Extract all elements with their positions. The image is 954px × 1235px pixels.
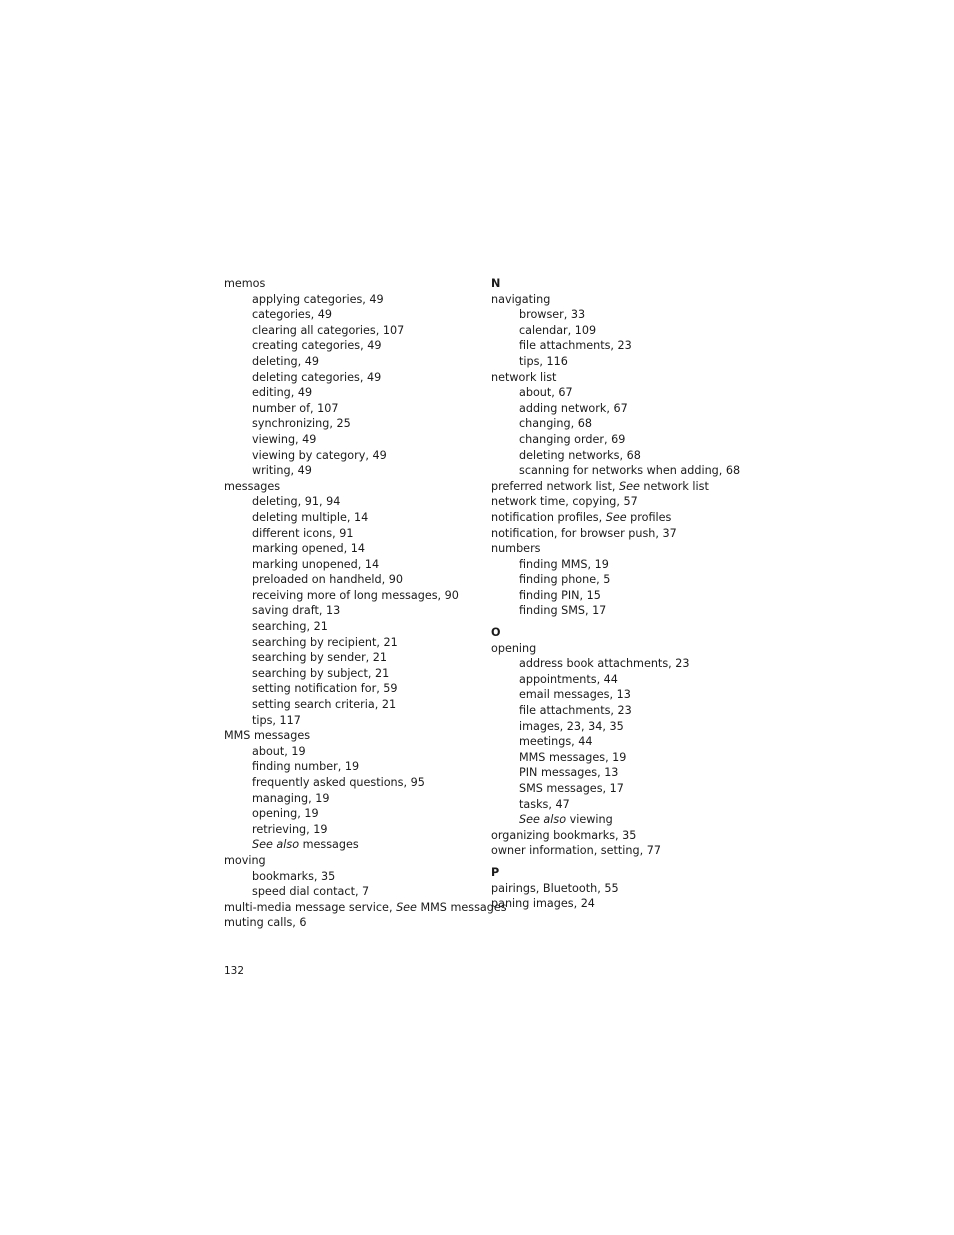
index-subentry: searching by sender, 21 xyxy=(252,651,388,665)
index-subentry: tips, 117 xyxy=(252,713,301,727)
index-section-letter: O xyxy=(491,626,501,640)
index-entry: muting calls, 6 xyxy=(224,916,307,930)
index-subentry: different icons, 91 xyxy=(252,526,354,540)
index-subentry: file attachments, 23 xyxy=(519,704,632,718)
index-subentry: searching by subject, 21 xyxy=(252,666,390,680)
index-subentry: adding network, 67 xyxy=(519,401,628,415)
cross-reference-target: profiles xyxy=(626,510,672,524)
index-subentry: receiving more of long messages, 90 xyxy=(252,588,459,602)
index-entry xyxy=(491,479,731,495)
index-entry: owner information, setting, 77 xyxy=(491,844,661,858)
index-subentry: email messages, 13 xyxy=(519,688,631,702)
index-subentry: SMS messages, 17 xyxy=(519,782,624,795)
cross-reference-label: See xyxy=(396,900,417,914)
index-subentry: finding phone, 5 xyxy=(519,573,611,587)
index-subentry: deleting multiple, 14 xyxy=(252,510,369,524)
index-subentry: speed dial contact, 7 xyxy=(252,885,370,899)
cross-reference-label: See xyxy=(619,479,640,493)
index-subentry: managing, 19 xyxy=(252,791,330,805)
index-subentry: saving draft, 13 xyxy=(252,604,341,618)
index-subentry: preloaded on handheld, 90 xyxy=(252,573,403,587)
index-entry: numbers xyxy=(491,542,541,556)
index-subentry: marking opened, 14 xyxy=(252,542,365,556)
index-subentry: creating categories, 49 xyxy=(252,339,382,353)
index-subentry: finding number, 19 xyxy=(252,760,360,774)
index-subentry: viewing by category, 49 xyxy=(252,448,387,462)
index-column-left xyxy=(224,276,507,931)
index-subentry: setting notification for, 59 xyxy=(252,682,398,696)
index-subentry: about, 67 xyxy=(519,386,573,400)
index-subentry: viewing, 49 xyxy=(252,432,317,446)
index-subentry: retrieving, 19 xyxy=(252,822,328,836)
cross-reference-target: viewing xyxy=(566,813,613,827)
index-subentry: applying categories, 49 xyxy=(252,292,384,306)
index-subentry: PIN messages, 13 xyxy=(519,766,619,780)
index-entry xyxy=(491,510,731,526)
index-subentry: finding SMS, 17 xyxy=(519,604,607,618)
index-entry: paning images, 24 xyxy=(491,897,595,911)
index-entry: notification, for browser push, 37 xyxy=(491,526,677,540)
index-subentry: deleting, 49 xyxy=(252,354,320,368)
index-entry: opening xyxy=(491,641,537,655)
index-subentry: setting search criteria, 21 xyxy=(252,698,397,712)
index-subentry: images, 23, 34, 35 xyxy=(519,719,624,733)
index-subentry: tips, 116 xyxy=(519,354,568,368)
cross-reference-label: See also xyxy=(252,838,300,852)
index-subentry: searching, 21 xyxy=(252,620,328,634)
index-entry xyxy=(224,900,507,916)
cross-reference-target: network list xyxy=(639,479,709,493)
index-entry: navigating xyxy=(491,292,551,306)
index-entry: network time, copying, 57 xyxy=(491,495,638,509)
index-subentry: deleting networks, 68 xyxy=(519,448,641,462)
index-subentry: number of, 107 xyxy=(252,401,339,415)
cross-reference-target: messages xyxy=(299,838,359,852)
index-subentry: opening, 19 xyxy=(252,807,319,821)
index-entry: MMS messages xyxy=(224,729,311,743)
index-subentry: MMS messages, 19 xyxy=(519,750,627,764)
index-section-letter: N xyxy=(491,277,501,290)
index-subentry: writing, 49 xyxy=(252,464,312,478)
index-subentry: calendar, 109 xyxy=(519,323,597,337)
entry-text: notification profiles, xyxy=(491,510,606,524)
index-subentry: deleting, 91, 94 xyxy=(252,495,341,509)
index-subentry xyxy=(491,812,731,828)
entry-text: preferred network list, xyxy=(491,479,619,493)
entry-text: multi-media message service, xyxy=(224,900,397,914)
index-subentry: finding MMS, 19 xyxy=(519,557,609,571)
index-subentry: meetings, 44 xyxy=(519,735,593,749)
cross-reference-label: See xyxy=(605,510,627,524)
index-entry: network list xyxy=(491,370,557,384)
cross-reference-target: MMS messages xyxy=(416,900,507,914)
page-number: 132 xyxy=(224,965,245,977)
index-subentry: searching by recipient, 21 xyxy=(252,635,398,649)
index-subentry: synchronizing, 25 xyxy=(252,417,351,431)
index-subentry: changing order, 69 xyxy=(519,432,626,446)
index-subentry: browser, 33 xyxy=(519,308,586,322)
index-subentry: changing, 68 xyxy=(519,417,592,431)
index-subentry: bookmarks, 35 xyxy=(252,869,336,883)
index-entry: messages xyxy=(224,479,281,493)
index-subentry: frequently asked questions, 95 xyxy=(252,776,425,789)
index-subentry: scanning for networks when adding, 68 xyxy=(519,464,741,478)
index-entry: organizing bookmarks, 35 xyxy=(491,828,637,842)
index-subentry: finding PIN, 15 xyxy=(519,588,601,602)
index-subentry: editing, 49 xyxy=(252,386,313,400)
index-entry: memos xyxy=(224,277,266,290)
index-subentry: clearing all categories, 107 xyxy=(252,323,405,337)
index-subentry: categories, 49 xyxy=(252,308,332,322)
index-section-letter: P xyxy=(491,865,500,879)
cross-reference-label: See also xyxy=(519,813,567,827)
index-subentry: file attachments, 23 xyxy=(519,339,632,353)
index-subentry: marking unopened, 14 xyxy=(252,557,380,571)
index-entry: moving xyxy=(224,853,266,867)
index-subentry: about, 19 xyxy=(252,744,306,758)
index-entry: pairings, Bluetooth, 55 xyxy=(491,881,619,895)
index-subentry: deleting categories, 49 xyxy=(252,370,382,384)
index-subentry xyxy=(224,837,474,853)
index-column-right xyxy=(491,276,741,912)
index-subentry: tasks, 47 xyxy=(519,797,570,811)
index-subentry: address book attachments, 23 xyxy=(519,657,690,671)
index-subentry: appointments, 44 xyxy=(519,672,618,686)
